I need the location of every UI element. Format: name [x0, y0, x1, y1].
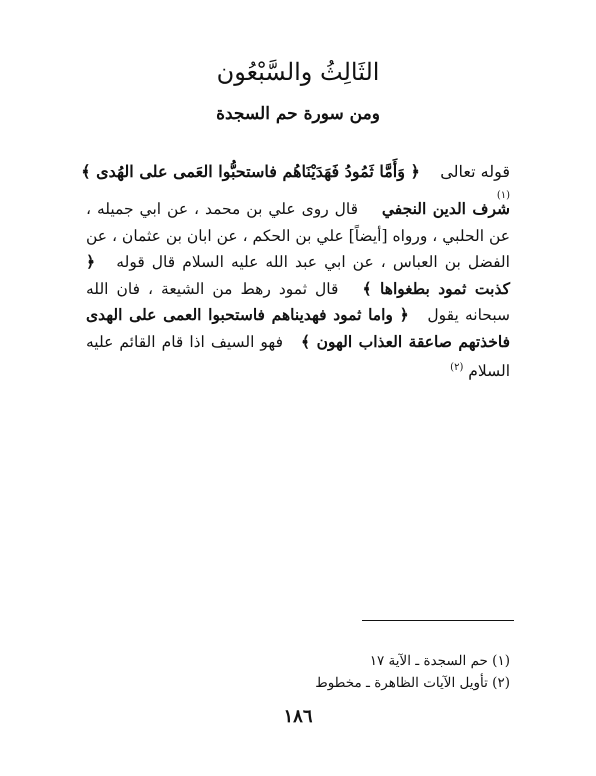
- footnote-divider: [362, 620, 514, 621]
- commentary-text-1: قال روى علي بن محمد ، عن ابي جميله ، عن الحلبي ، ورواه [أيضاً] علي بن الحكم ، عن ابان بن عثمان ، عن الفضل بن العباس ، عن ابي عبد الله عليه السلام قال قوله: [86, 200, 510, 271]
- verse-intro: قوله تعالى: [440, 162, 510, 181]
- body-footnote-ref: (٢): [450, 362, 464, 373]
- commentary-text-3: فهو السيف اذا قام القائم عليه السلام: [86, 332, 510, 381]
- verse-footnote-ref: (١): [496, 190, 510, 201]
- commentary-text-2: قال ثمود رهط من الشيعة ، فان الله سبحانه يقول: [86, 279, 510, 324]
- author-name: شرف الدين النجفي: [381, 199, 511, 218]
- footnotes: [210, 650, 510, 694]
- quranic-quote-1: ﴿ كذبت ثمود بطغواها ﴾: [86, 252, 510, 298]
- section-title: الثَالِثُ والسَّبْعُون: [216, 58, 380, 86]
- footnote-2: (٢) تأويل الآيات الظاهرة ـ مخطوط: [315, 675, 510, 691]
- quranic-quote-2: ﴿ واما ثمود فهديناهم فاستحبوا العمى على الهدى فاخذتهم صاعقة العذاب الهون ﴾: [86, 305, 511, 351]
- section-subtitle: ومن سورة حم السجدة: [216, 104, 380, 124]
- commentary-paragraph: [86, 196, 510, 385]
- footnote-1: (١) حم السجدة ـ الآية ١٧: [369, 653, 510, 669]
- page-number: ١٨٦: [283, 706, 313, 727]
- verse-text: ﴿ وَأَمَّا ثَمُودُ فَهَدَيْنَاهُم فاستحبُّوا العَمى على الهُدى ﴾: [81, 162, 420, 181]
